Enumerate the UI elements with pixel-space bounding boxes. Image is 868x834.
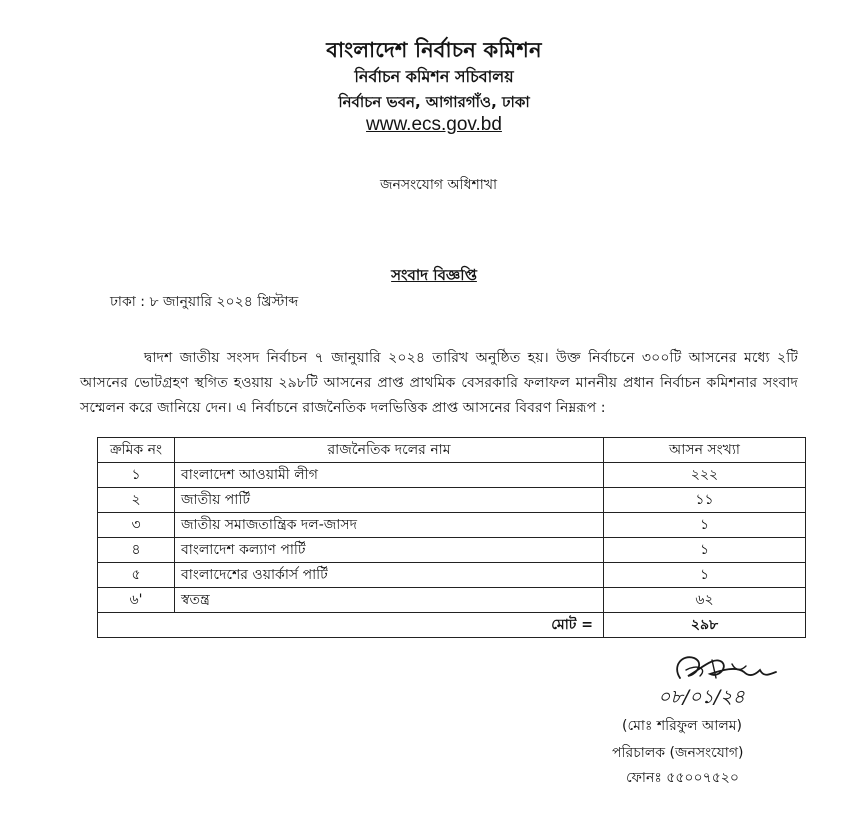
row-serial: ৫: [98, 563, 175, 588]
department-name: জনসংযোগ অধিশাখা: [380, 177, 498, 193]
header-seats: আসন সংখ্যা: [604, 438, 806, 463]
results-table: [97, 437, 806, 638]
row-party: স্বতন্ত্র: [175, 588, 604, 613]
secretariat-name: নির্বাচন কমিশন সচিবালয়: [354, 67, 514, 86]
row-party: বাংলাদেশের ওয়ার্কার্স পার্টি: [175, 563, 604, 588]
notice-body-text: দ্বাদশ জাতীয় সংসদ নির্বাচন ৭ জানুয়ারি ২০২৪ তারিখ অনুষ্ঠিত হয়। উক্ত নির্বাচনে ৩০০টি আসনের মধ্যে ২টি আসনের ভোটগ্রহণ স্থগিত হওয়ায় ২৯৮টি আসনের প্রাপ্ত প্রাথমিক বেসরকারি ফলাফল মাননীয় প্রধান নির্বাচন কমিশনার সংবাদ সম্মেলন করে জানিয়ে দেন। এ নির্বাচনে রাজনৈতিক দলভিত্তিক প্রাপ্ত আসনের বিবরণ নিম্নরূপ :: [80, 350, 798, 416]
row-seats: ১: [604, 563, 806, 588]
signatory-title: পরিচালক (জনসংযোগ): [612, 745, 744, 761]
signatory-name: (মোঃ শরিফুল আলম): [622, 718, 742, 734]
notice-title: সংবাদ বিজ্ঞপ্তি: [391, 266, 477, 284]
table-row: [98, 488, 806, 513]
row-serial: ১: [98, 463, 175, 488]
signatory-phone: ফোনঃ ৫৫০০৭৫২০: [626, 770, 740, 786]
table-row: [98, 588, 806, 613]
org-name: বাংলাদেশ নির্বাচন কমিশন: [326, 38, 542, 62]
row-serial: ৪: [98, 538, 175, 563]
total-value: ২৯৮: [604, 613, 806, 638]
notice-body: [80, 346, 798, 421]
row-party: বাংলাদেশ আওয়ামী লীগ: [175, 463, 604, 488]
website-link[interactable]: www.ecs.gov.bd: [366, 114, 502, 135]
row-serial: ৬': [98, 588, 175, 613]
row-seats: ২২২: [604, 463, 806, 488]
header-serial: ক্রমিক নং: [98, 438, 175, 463]
table-row: [98, 463, 806, 488]
row-party: জাতীয় পার্টি: [175, 488, 604, 513]
header-party: রাজনৈতিক দলের নাম: [175, 438, 604, 463]
org-address: নির্বাচন ভবন, আগারগাঁও, ঢাকা: [338, 93, 530, 111]
signature-date: ০৮/০১/২৪: [658, 686, 745, 708]
table-row: [98, 513, 806, 538]
signature-icon: [652, 648, 792, 710]
row-seats: ১১: [604, 488, 806, 513]
table-header-row: [98, 438, 806, 463]
date-line: ঢাকা : ৮ জানুয়ারি ২০২৪ খ্রিস্টাব্দ: [110, 294, 299, 310]
row-party: জাতীয় সমাজতান্ত্রিক দল-জাসদ: [175, 513, 604, 538]
row-seats: ১: [604, 538, 806, 563]
row-party: বাংলাদেশ কল্যাণ পার্টি: [175, 538, 604, 563]
row-seats: ১: [604, 513, 806, 538]
row-serial: ২: [98, 488, 175, 513]
total-label: মোট =: [98, 613, 604, 638]
table-row: [98, 563, 806, 588]
table-row: [98, 538, 806, 563]
row-seats: ৬২: [604, 588, 806, 613]
total-row: [98, 613, 806, 638]
row-serial: ৩: [98, 513, 175, 538]
